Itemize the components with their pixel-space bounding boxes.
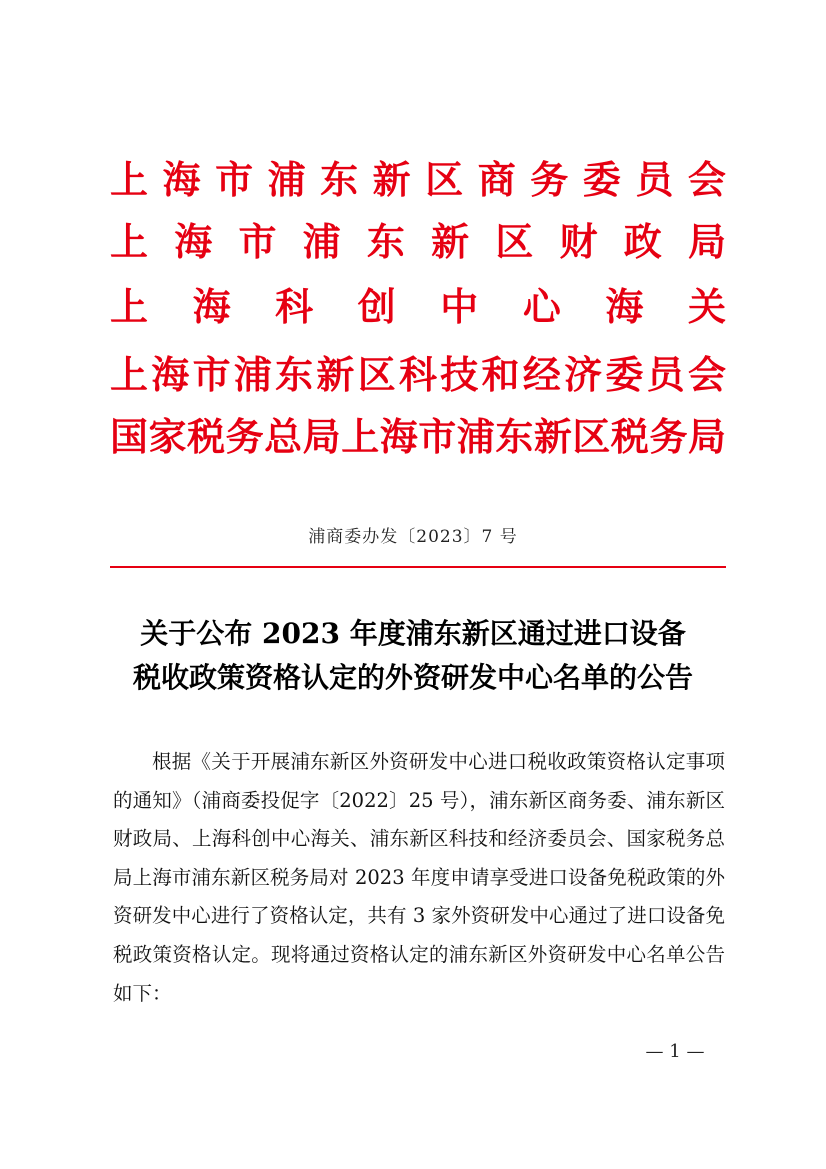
agency-line-commerce: 上 海 市 浦 东 新 区 商 务 委 员 会	[110, 158, 726, 202]
title-line-1: 关于公布 2023 年度浦东新区通过进口设备	[140, 617, 686, 650]
agency-line-tax: 国 家 税 务 总 局 上 海 市 浦 东 新 区 税 务 局	[110, 415, 726, 459]
agency-line-science: 上 海 市 浦 东 新 区 科 技 和 经 济 委 员 会	[110, 353, 726, 397]
agency-line-customs: 上 海 科 创 中 心 海 关	[110, 285, 726, 329]
agency-line-finance: 上 海 市 浦 东 新 区 财 政 局	[110, 220, 726, 264]
title-line-2: 税收政策资格认定的外资研发中心名单的公告	[132, 661, 693, 694]
page-number: — 1 —	[645, 1041, 705, 1062]
document-number: 浦商委办发〔2023〕7 号	[308, 527, 518, 547]
red-divider	[110, 566, 726, 568]
body-paragraph: 根据《关于开展浦东新区外资研发中心进口税收政策资格认定事项的通知》（浦商委投促字〔2022〕25 号），浦东新区商务委、浦东新区财政局、上海科创中心海关、浦东新区科技和经济委员会、国家税务总局上海市浦东新区税务局对 2023 年度申请享受进口设备免税政策的外资研发中心进行了资格认定，共有 3 家外资研发中心通过了进口设备免税政策资格认定。现将通过资格认定的浦东新区外资研发中心名单公告如下：	[113, 750, 725, 1005]
